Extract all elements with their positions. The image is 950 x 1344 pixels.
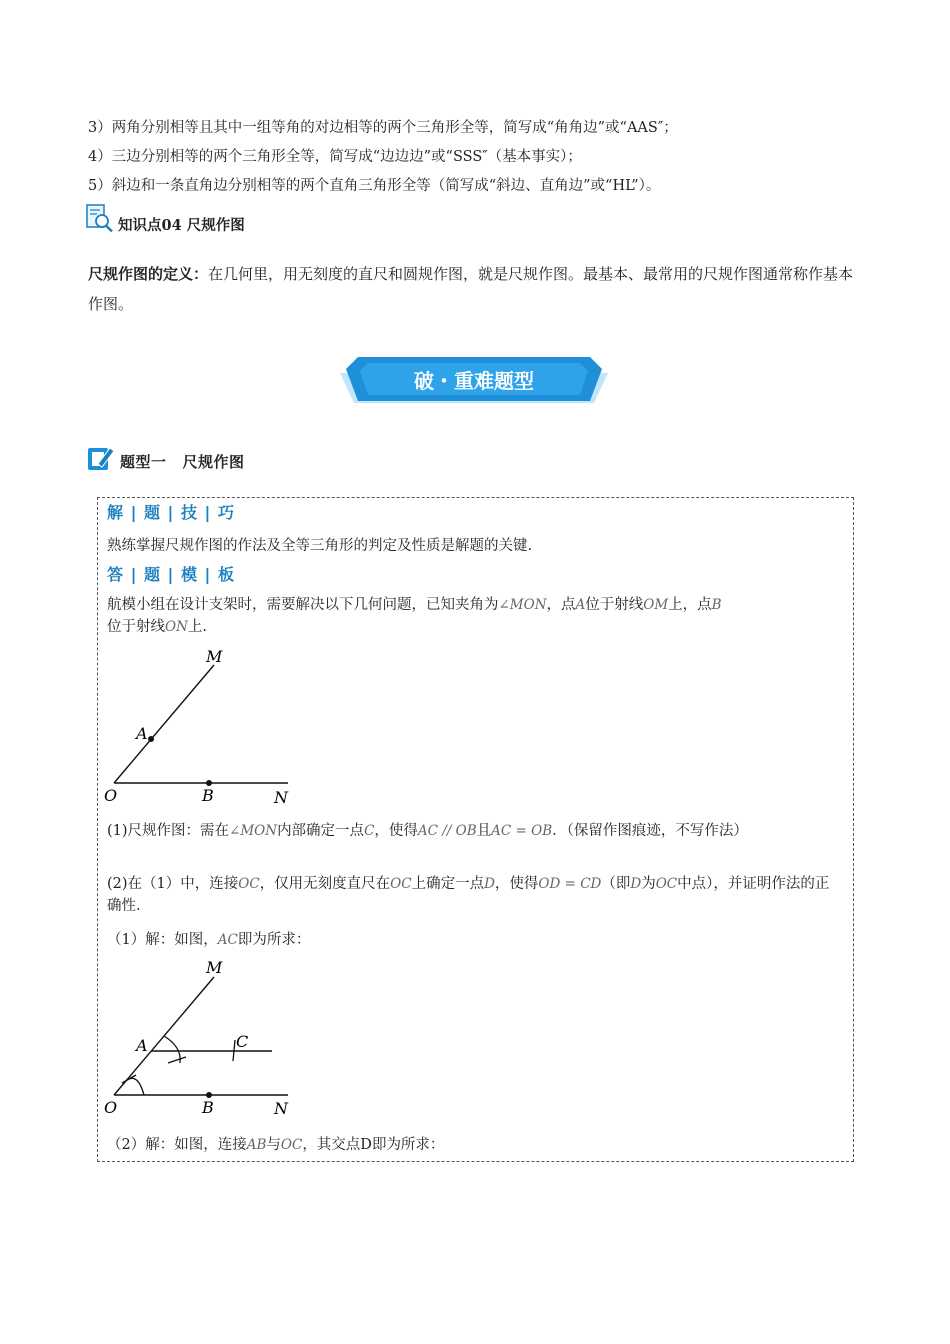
ray-om	[114, 665, 214, 783]
definition-paragraph	[88, 259, 868, 319]
question-1: (1)尺规作图：需在∠MON内部确定一点C，使得AC // OB且AC = OB．（保留作图痕迹，不写作法）	[107, 823, 748, 839]
label-n: N	[274, 788, 288, 807]
arc-at-a	[164, 1036, 180, 1063]
question-type-heading	[86, 438, 245, 474]
answer-2: （2）解：如图，连接AB与OC，其交点D即为所求：	[107, 1137, 445, 1153]
label-a: A	[136, 724, 148, 743]
arc-mark-a	[168, 1057, 186, 1063]
magnifier-document-icon	[86, 204, 116, 234]
label-n: N	[274, 1099, 288, 1118]
label-b: B	[202, 1098, 214, 1117]
label-o: O	[104, 786, 118, 805]
label-b: B	[202, 786, 214, 805]
banner-shape	[340, 355, 608, 407]
label-c: C	[236, 1032, 249, 1051]
answer-1: （1）解：如图，AC即为所求：	[107, 932, 311, 948]
question-type-title: 题型一 尺规作图	[120, 453, 245, 471]
label-m: M	[206, 647, 223, 666]
knowledge-point-title: 知识点04 尺规作图	[118, 216, 245, 234]
tips-heading: 解 | 题 | 技 | 巧	[107, 503, 235, 522]
edit-pen-icon	[86, 442, 116, 474]
definition-term: 尺规作图的定义：	[88, 265, 209, 283]
point-a	[148, 736, 154, 742]
label-o: O	[104, 1098, 118, 1117]
definition-text: 在几何里，用无刻度的直尺和圆规作图，就是尺规作图。最基本、最常用的尺规作图通常称作基本作图。	[88, 265, 854, 313]
theorem-aas: 3）两角分别相等且其中一组等角的对边相等的两个三角形全等，简写成“角角边”或“AAS″；	[88, 120, 678, 136]
knowledge-point-heading	[86, 204, 245, 234]
theorem-sss: 4）三边分别相等的两个三角形全等，简写成“边边边”或“SSS″（基本事实）；	[88, 149, 582, 165]
figure-construction	[100, 955, 300, 1120]
question-2: (2)在（1）中，连接OC，仅用无刻度直尺在OC上确定一点D，使得OD = CD（即D为OC中点），并证明作法的正确性.	[107, 876, 830, 914]
figure-angle-mon	[100, 643, 300, 813]
label-m: M	[206, 958, 223, 977]
banner-text: 破・重难题型	[414, 369, 534, 393]
theorem-hl: 5）斜边和一条直角边分别相等的两个直角三角形全等（简写成“斜边、直角边”或“HL”）。	[88, 178, 661, 194]
label-a: A	[136, 1036, 148, 1055]
arc-at-o	[127, 1078, 144, 1095]
problem-intro: 航模小组在设计支架时，需要解决以下几何问题，已知夹角为∠MON，点A位于射线OM上，点B 位于射线ON上.	[107, 597, 722, 635]
section-banner	[340, 355, 608, 407]
tips-text: 熟练掌握尺规作图的作法及全等三角形的判定及性质是解题的关键.	[107, 538, 533, 554]
template-heading: 答 | 题 | 模 | 板	[107, 565, 235, 584]
